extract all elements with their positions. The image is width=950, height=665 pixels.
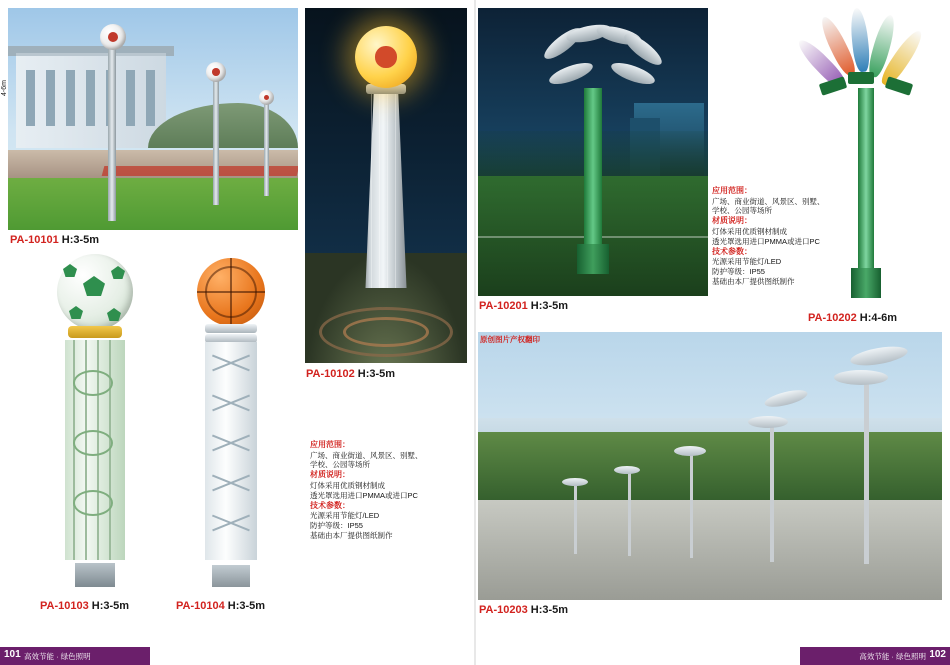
photo-watermark: 原创图片产权翻印: [480, 335, 540, 344]
spec-param-line-1: 光源采用节能灯/LED: [712, 257, 782, 267]
spec-scope-title: 应用范围：: [310, 440, 350, 449]
spec-block-left: [310, 440, 440, 541]
product-photo-pa-10101: [8, 8, 298, 230]
spec-scope-line-1: 广场、商业街道、风景区、别墅、: [310, 450, 423, 460]
spec-block-right: [712, 186, 842, 287]
spec-material-line-1: 灯体采用优质钢材制成: [310, 480, 385, 490]
caption-pa-10102: PA-10102 H:3-5m: [306, 368, 396, 380]
spec-scope-line-1: 广场、商业街道、风景区、别墅、: [712, 196, 825, 206]
caption-pa-10201: PA-10201 H:3-5m: [479, 300, 569, 312]
product-photo-pa-10102: [305, 8, 467, 363]
spec-material-title: 材质说明：: [712, 216, 752, 226]
page-number-left: 101: [4, 649, 21, 660]
product-photo-pa-10203: [478, 332, 942, 600]
footer-text-left: 高效节能 · 绿色照明: [24, 652, 91, 661]
spec-material-line-1: 灯体采用优质钢材制成: [712, 226, 787, 236]
page-gutter: [474, 0, 476, 665]
caption-pa-10104: PA-10104 H:3-5m: [176, 600, 266, 612]
footer-left: [0, 647, 150, 665]
spec-material-title: 材质说明：: [310, 470, 350, 480]
spec-param-line-2: 防护等级：IP55: [712, 267, 765, 277]
caption-pa-10203: PA-10203 H:3-5m: [479, 604, 569, 616]
spec-scope-line-2: 学校、公园等场所: [712, 206, 772, 216]
spec-param-title: 技术参数：: [712, 246, 752, 256]
product-photo-pa-10103: [34, 250, 156, 595]
footer-right: [800, 647, 950, 665]
caption-pa-10202: PA-10202 H:4-6m: [808, 312, 898, 324]
page-number-right: 102: [929, 649, 946, 660]
spec-param-line-1: 光源采用节能灯/LED: [310, 511, 380, 521]
spec-material-line-2: 透光罩选用进口PMMA或进口PC: [310, 490, 418, 500]
product-photo-pa-10201: [478, 8, 708, 296]
spec-scope-line-2: 学校、公园等场所: [310, 460, 370, 470]
spec-param-line-2: 防护等级：IP55: [310, 521, 363, 531]
caption-pa-10103: PA-10103 H:3-5m: [40, 600, 130, 612]
spec-param-title: 技术参数：: [310, 500, 350, 510]
page-footer: [0, 643, 950, 665]
spec-material-line-2: 透光罩选用进口PMMA或进口PC: [712, 236, 820, 246]
drawing-dimension-label: 4-6m: [1, 80, 8, 96]
footer-text-right: 高效节能 · 绿色照明: [859, 652, 926, 661]
spec-param-line-3: 基础由本厂提供图纸制作: [310, 530, 393, 540]
spec-scope-title: 应用范围：: [712, 186, 752, 195]
product-photo-pa-10104: [170, 250, 292, 595]
caption-pa-10101: PA-10101 H:3-5m: [10, 234, 100, 246]
spec-param-line-3: 基础由本厂提供图纸制作: [712, 276, 795, 286]
